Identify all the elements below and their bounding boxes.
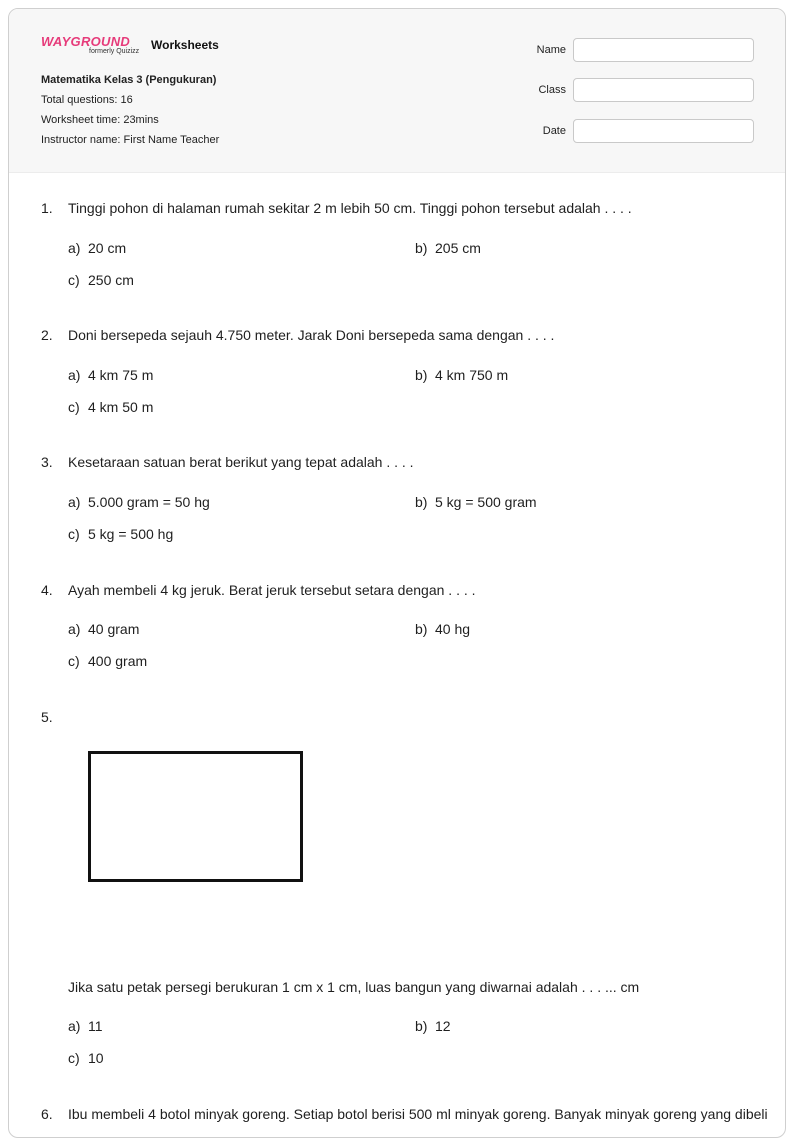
option-letter: b) bbox=[415, 621, 428, 637]
worksheet-header bbox=[9, 9, 785, 173]
option-c[interactable] bbox=[68, 526, 173, 542]
worksheet-title: Matematika Kelas 3 (Pengukuran) bbox=[41, 74, 217, 86]
option-letter: a) bbox=[68, 367, 81, 383]
option-letter: c) bbox=[68, 272, 80, 288]
option-letter: c) bbox=[68, 399, 80, 415]
name-field bbox=[509, 38, 754, 62]
class-label: Class bbox=[538, 84, 566, 96]
option-b[interactable] bbox=[415, 240, 481, 256]
option-b[interactable] bbox=[415, 367, 508, 383]
option-c[interactable] bbox=[68, 399, 153, 415]
total-questions: Total questions: 16 bbox=[41, 94, 133, 106]
option-text: 11 bbox=[88, 1018, 103, 1034]
option-letter: b) bbox=[415, 367, 428, 383]
option-letter: c) bbox=[68, 526, 80, 542]
option-c[interactable] bbox=[68, 272, 134, 288]
question-number: 5. bbox=[41, 709, 53, 725]
brand bbox=[41, 33, 301, 63]
question-number: 2. bbox=[41, 327, 53, 343]
date-field bbox=[509, 119, 754, 143]
class-field bbox=[509, 78, 754, 102]
option-letter: c) bbox=[68, 1050, 80, 1066]
option-a[interactable] bbox=[68, 240, 126, 256]
worksheet-meta bbox=[41, 73, 341, 153]
question-number: 1. bbox=[41, 200, 53, 216]
option-letter: c) bbox=[68, 653, 80, 669]
name-input[interactable] bbox=[573, 38, 754, 62]
question-text: Tinggi pohon di halaman rumah sekitar 2 m lebih 50 cm. Tinggi pohon tersebut adalah . . . . bbox=[68, 200, 632, 216]
date-label: Date bbox=[542, 125, 566, 137]
option-text: 10 bbox=[88, 1050, 104, 1066]
option-b[interactable] bbox=[415, 494, 537, 510]
option-b[interactable] bbox=[415, 1018, 451, 1034]
question-text: Ayah membeli 4 kg jeruk. Berat jeruk tersebut setara dengan . . . . bbox=[68, 582, 476, 598]
option-letter: b) bbox=[415, 1018, 428, 1034]
option-text: 4 km 750 m bbox=[435, 367, 509, 383]
option-text: 4 km 50 m bbox=[88, 399, 154, 415]
wayground-logo bbox=[41, 33, 145, 59]
question-text: Doni bersepeda sejauh 4.750 meter. Jarak Doni bersepeda sama dengan . . . . bbox=[68, 327, 555, 343]
rectangle-figure bbox=[88, 751, 303, 882]
option-text: 4 km 75 m bbox=[88, 367, 154, 383]
option-text: 40 hg bbox=[435, 621, 471, 637]
question-text: Jika satu petak persegi berukuran 1 cm x 1 cm, luas bangun yang diwarnai adalah . . . ... cm bbox=[68, 979, 640, 995]
option-a[interactable] bbox=[68, 367, 153, 383]
option-text: 400 gram bbox=[88, 653, 148, 669]
option-text: 12 bbox=[435, 1018, 451, 1034]
option-c[interactable] bbox=[68, 1050, 104, 1066]
question-number: 3. bbox=[41, 454, 53, 470]
option-text: 5 kg = 500 hg bbox=[88, 526, 174, 542]
worksheet-time: Worksheet time: 23mins bbox=[41, 114, 159, 126]
option-b[interactable] bbox=[415, 621, 470, 637]
option-letter: b) bbox=[415, 494, 428, 510]
question-text: Kesetaraan satuan berat berikut yang tepat adalah . . . . bbox=[68, 454, 414, 470]
option-text: 250 cm bbox=[88, 272, 134, 288]
instructor-name: Instructor name: First Name Teacher bbox=[41, 134, 220, 146]
option-letter: a) bbox=[68, 1018, 81, 1034]
option-a[interactable] bbox=[68, 621, 139, 637]
class-input[interactable] bbox=[573, 78, 754, 102]
app-title: Worksheets bbox=[151, 38, 219, 52]
option-c[interactable] bbox=[68, 653, 147, 669]
option-a[interactable] bbox=[68, 494, 210, 510]
logo-subtitle: formerly Quizizz bbox=[89, 48, 140, 55]
question-number: 4. bbox=[41, 582, 53, 598]
option-text: 205 cm bbox=[435, 240, 481, 256]
worksheet-page bbox=[8, 8, 786, 1138]
logo-wordmark: WAYGROUND bbox=[41, 34, 131, 49]
option-letter: a) bbox=[68, 494, 81, 510]
option-text: 20 cm bbox=[88, 240, 127, 256]
name-label: Name bbox=[536, 44, 566, 56]
option-text: 5.000 gram = 50 hg bbox=[88, 494, 210, 510]
question-text: Ibu membeli 4 botol minyak goreng. Setiap botol berisi 500 ml minyak goreng. Banyak minyak goreng yang dibeli bbox=[68, 1106, 768, 1122]
option-letter: a) bbox=[68, 621, 81, 637]
option-letter: b) bbox=[415, 240, 428, 256]
option-letter: a) bbox=[68, 240, 81, 256]
option-text: 5 kg = 500 gram bbox=[435, 494, 537, 510]
option-a[interactable] bbox=[68, 1018, 103, 1034]
question-number: 6. bbox=[41, 1106, 53, 1122]
option-text: 40 gram bbox=[88, 621, 140, 637]
date-input[interactable] bbox=[573, 119, 754, 143]
